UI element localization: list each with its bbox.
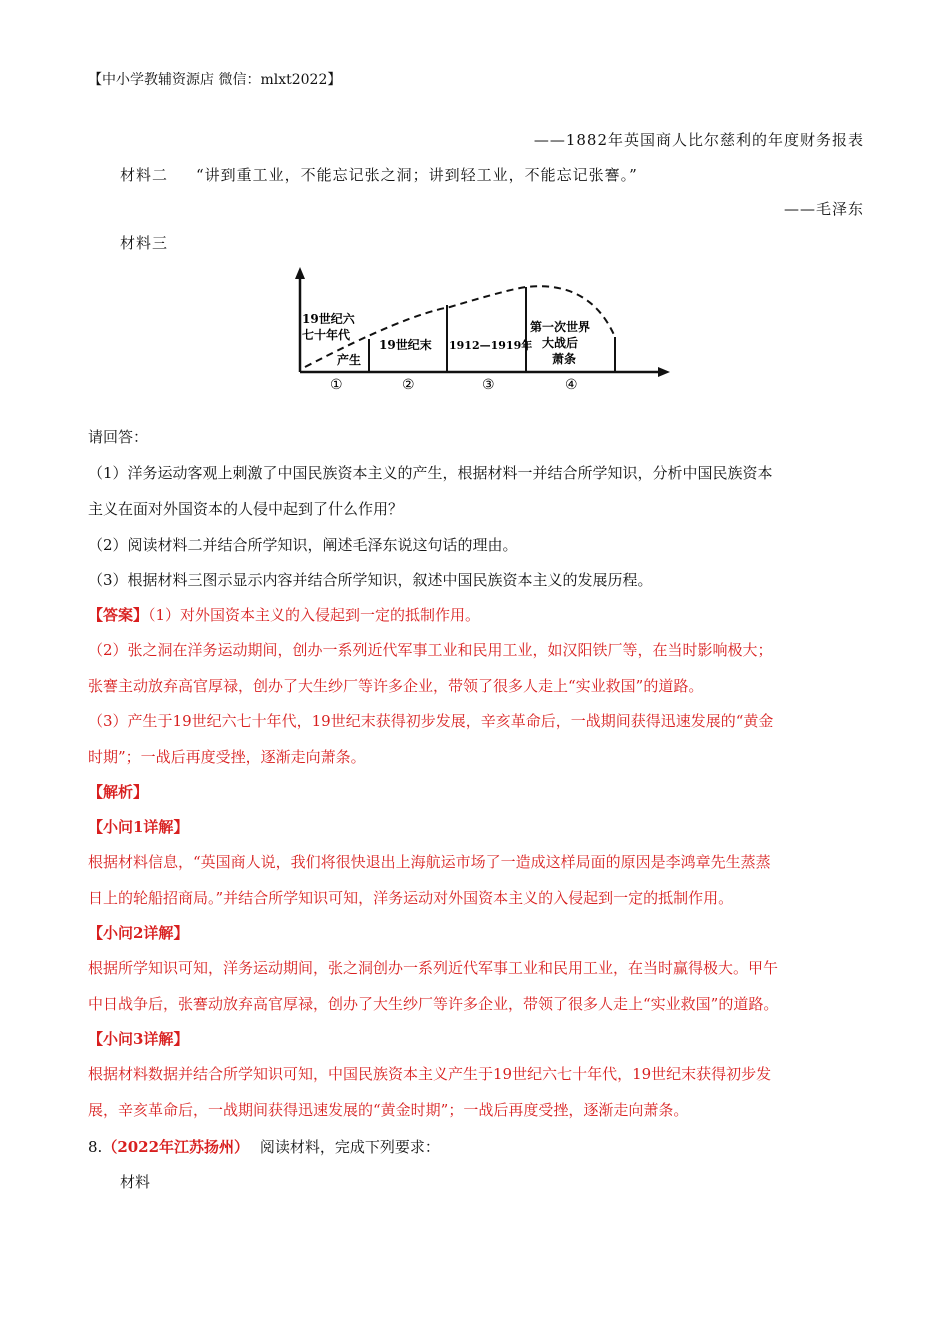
question-8-number: 8. xyxy=(88,1138,103,1156)
y-axis-arrow xyxy=(295,267,305,279)
question-1-line2: 主义在面对外国资本的人侵中起到了什么作用？ xyxy=(88,500,404,518)
subquestion-1-tag: 【小问1详解】 xyxy=(88,818,189,836)
analysis-tag: 【解析】 xyxy=(88,783,149,801)
subquestion-1-line1: 根据材料信息，“英国商人说，我们将很快退出上海航运市场了一造成这样局面的原因是李鸿章先生蒸蒸 xyxy=(88,853,771,871)
material2-source: ——毛泽东 xyxy=(783,200,864,218)
question-8-material-label: 材料 xyxy=(120,1173,151,1191)
material3-label: 材料三 xyxy=(120,234,169,252)
answer-1: （1）对外国资本主义的入侵起到一定的抵制作用。 xyxy=(148,606,481,624)
stage1-label-line3: 产生 xyxy=(337,353,362,367)
subquestion-2-tag: 【小问2详解】 xyxy=(88,924,189,942)
watermark-header: 【中小学教辅资源店 微信：mlxt2022】 xyxy=(88,72,342,88)
marker-2: ② xyxy=(402,377,415,393)
stage4-label-line3: 萧条 xyxy=(552,352,577,366)
stage4-label-line1: 第一次世界 xyxy=(530,320,591,334)
subquestion-3-line1: 根据材料数据并结合所学知识可知，中国民族资本主义产生于19世纪六七十年代，19世纪末获得初步发 xyxy=(88,1065,772,1083)
question-8-header xyxy=(88,1137,440,1157)
subquestion-3-tag: 【小问3详解】 xyxy=(88,1030,189,1048)
marker-1: ① xyxy=(330,377,343,393)
answer-tag: 【答案】 xyxy=(88,606,149,624)
marker-3: ③ xyxy=(482,377,495,393)
subquestion-1-line2: 日上的轮船招商局。”并结合所学知识可知，洋务运动对外国资本主义的入侵起到一定的抵制作用。 xyxy=(88,889,734,907)
questions-prompt: 请回答： xyxy=(88,428,149,446)
question-8-instruction: 阅读材料，完成下列要求： xyxy=(259,1138,440,1156)
marker-4: ④ xyxy=(565,377,578,393)
answer-3-line1: （3）产生于19世纪六七十年代，19世纪末获得初步发展，辛亥革命后，一战期间获得迅速发展的“黄金 xyxy=(88,712,774,730)
development-stages-figure xyxy=(290,265,680,395)
stage1-label-line1: 19世纪六 xyxy=(302,312,355,326)
stage1-label-line2: 七十年代 xyxy=(302,328,351,342)
stage4-label-line2: 大战后 xyxy=(542,336,579,350)
question-8-source: （2022年江苏扬州） xyxy=(102,1138,250,1156)
subquestion-2-line2: 中日战争后，张謇动放弃高官厚禄，创办了大生纱厂等许多企业，带领了很多人走上“实业救国”的道路。 xyxy=(88,995,779,1013)
answer-2-line1: （2）张之洞在洋务运动期间，创办一系列近代军事工业和民用工业，如汉阳铁厂等，在当时影响极大； xyxy=(88,641,773,659)
answer-3-line2: 时期”；一战后再度受挫，逐渐走向萧条。 xyxy=(88,748,366,766)
answer-block-line1 xyxy=(88,605,480,625)
question-2: （2）阅读材料二并结合所学知识，阐述毛泽东说这句话的理由。 xyxy=(88,536,518,554)
answer-2-line2: 张謇主动放弃高官厚禄，创办了大生纱厂等许多企业，带领了很多人走上“实业救国”的道路。 xyxy=(88,677,704,695)
stage2-label: 19世纪末 xyxy=(379,338,432,352)
x-axis-arrow xyxy=(658,367,670,377)
material2-label: 材料二 xyxy=(120,166,169,184)
subquestion-2-line1: 根据所学知识可知，洋务运动期间，张之洞创办一系列近代军事工业和民用工业，在当时赢得极大。甲午 xyxy=(88,959,779,977)
question-3: （3）根据材料三图示显示内容并结合所学知识，叙述中国民族资本主义的发展历程。 xyxy=(88,571,653,589)
question-1-line1: （1）洋务运动客观上刺激了中国民族资本主义的产生，根据材料一并结合所学知识，分析中国民族资本 xyxy=(88,464,773,482)
stage3-label: 1912—1919年 xyxy=(449,339,533,352)
material1-source: ——1882年英国商人比尔慈利的年度财务报表 xyxy=(533,131,864,149)
material2-quote: “讲到重工业，不能忘记张之洞；讲到轻工业，不能忘记张謇。” xyxy=(196,166,638,184)
subquestion-3-line2: 展，辛亥革命后，一战期间获得迅速发展的“黄金时期”；一战后再度受挫，逐渐走向萧条。 xyxy=(88,1101,689,1119)
